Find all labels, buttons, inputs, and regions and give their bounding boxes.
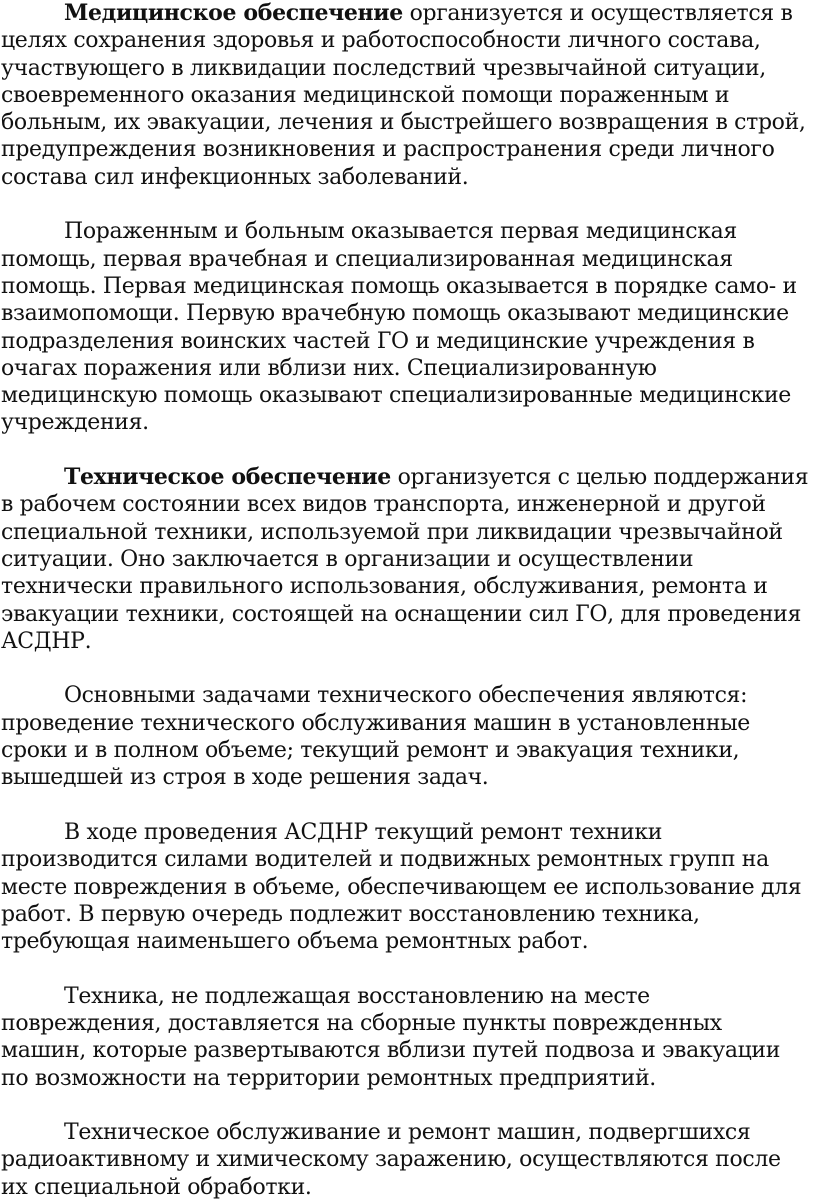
paragraph-medical-aid-types <box>1 218 812 436</box>
paragraph-medical-support <box>1 0 812 191</box>
paragraph-text: Техническое обслуживание и ремонт машин, подвергшихся радиоактивному и химическому заражению, осуществляются после их специальной обработки. <box>1 1120 781 1200</box>
paragraph-technical-tasks <box>1 682 812 791</box>
paragraph-text: В ходе проведения АСДНР текущий ремонт техники производится силами водителей и подвижных ремонтных групп на месте повреждения в объеме, обеспечивающем ее использование для работ. В первую очередь подлежит восстановлению техника, требующая наименьшего объема ремонтных работ. <box>1 819 802 955</box>
paragraph-collection-points <box>1 983 812 1092</box>
paragraph-text: Основными задачами технического обеспечения являются: проведение технического обслуживания машин в установленные сроки и в полном объеме; текущий ремонт и эвакуация техники, вышедшей из строя в ходе решения задач. <box>1 683 750 791</box>
paragraph-lead-medical-support: Медицинское обеспечение <box>64 0 403 26</box>
paragraph-text: Техника, не подлежащая восстановлению на месте повреждения, доставляется на сборные пункты поврежденных машин, которые развертываются вблизи путей подвоза и эвакуации по возможности на территории ремонтных предприятий. <box>1 983 781 1091</box>
paragraph-current-repair <box>1 819 812 955</box>
paragraph-technical-support <box>1 464 812 655</box>
paragraph-text: Пораженным и больным оказывается первая медицинская помощь, первая врачебная и специализированная медицинская помощь. Первая медицинская помощь оказывается в порядке само- и взаимопомощи. Первую врачебную помощь оказывают медицинские подразделения воинских частей ГО и медицинские учреждения в очагах поражения или вблизи них. Специализированную медицинскую помощь оказывают специализированные медицинские учреждения. <box>1 219 797 436</box>
paragraph-lead-technical-support: Техническое обеспечение <box>64 464 391 491</box>
paragraph-contaminated-machines <box>1 1119 812 1201</box>
paragraph-text: организуется с целью поддержания в рабочем состоянии всех видов транспорта, инженерной и другой специальной техники, используемой при ликвидации чрезвычайной ситуации. Оно заключается в организации и осуществлении технически правильного использования, обслуживания, ремонта и эвакуации техники, состоящей на оснащении сил ГО, для проведения АСДНР. <box>1 465 809 654</box>
paragraph-text: организуется и осуществляется в целях сохранения здоровья и работоспособности личного состава, участвующего в ликвидации последствий чрезвычайной ситуации, своевременного оказания медицинской помощи пораженным и больным, их эвакуации, лечения и быстрейшего возвращения в строй, предупреждения возникновения и распространения среди личного состава сил инфекционных заболеваний. <box>1 1 806 190</box>
